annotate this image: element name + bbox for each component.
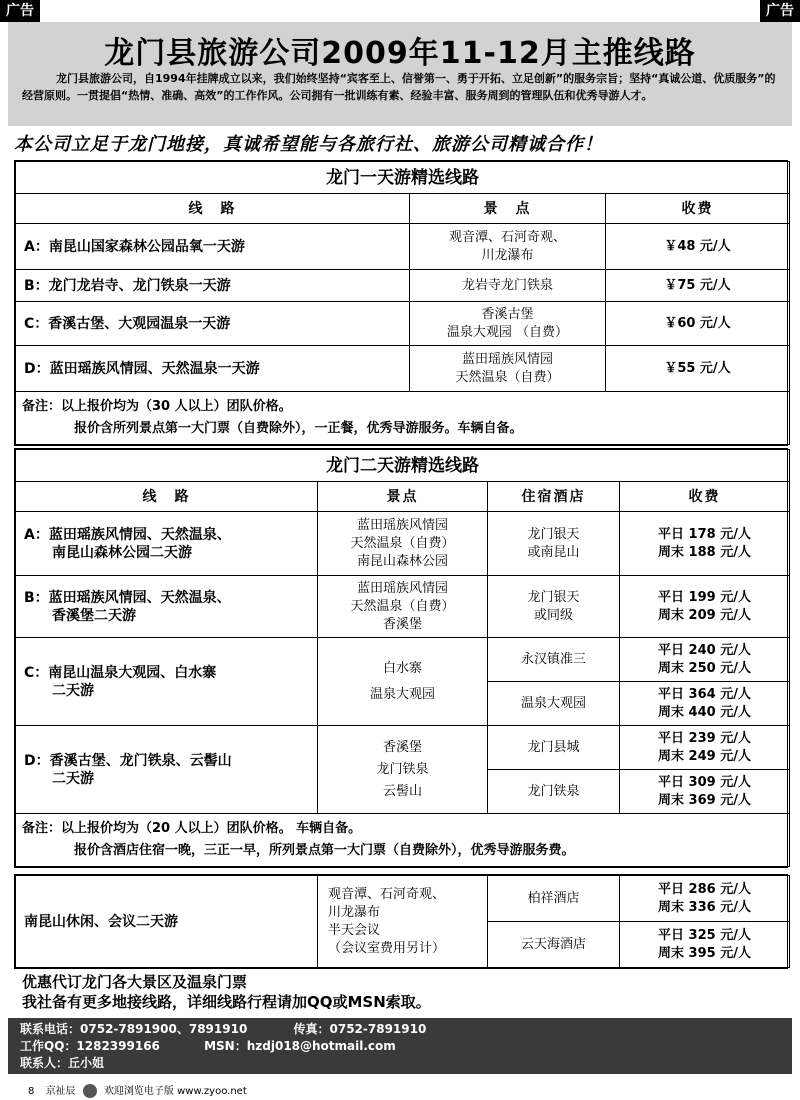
- table-row: [16, 346, 790, 392]
- fax-number: 0752-7891910: [329, 1022, 427, 1036]
- contact-person: 丘小姐: [68, 1056, 105, 1070]
- route-spots: 观音潭、石河奇观、 川龙瀑布: [410, 224, 606, 270]
- col-header-route: 线 路: [16, 482, 318, 512]
- contact-person-label: 联系人：: [20, 1056, 69, 1070]
- route-hotel: 永汉镇准三: [488, 638, 620, 682]
- route-price: 平日 199 元/人 周末 209 元/人: [620, 576, 790, 638]
- two-day-tours-section: [14, 448, 788, 868]
- route-name: 南昆山休闲、会议二天游: [16, 876, 318, 968]
- two-day-note: [16, 814, 790, 867]
- route-price: 平日 309 元/人 周末 369 元/人: [620, 770, 790, 814]
- route-hotel: 龙门银天 或南昆山: [488, 512, 620, 576]
- col-header-spots: 景 点: [410, 194, 606, 224]
- route-price: 平日 325 元/人 周末 395 元/人: [620, 922, 790, 968]
- route-hotel: 龙门铁泉: [488, 770, 620, 814]
- route-hotel: 柏祥酒店: [488, 876, 620, 922]
- route-hotel: 温泉大观园: [488, 682, 620, 726]
- route-spots: 观音潭、石河奇观、 川龙瀑布 半天会议 （会议室费用另计）: [318, 876, 488, 968]
- note-line: 备注：以上报价均为（30 人以上）团队价格。: [22, 399, 292, 414]
- promo-block: [22, 972, 431, 1012]
- msn-label: MSN：: [204, 1039, 247, 1053]
- route-name: C：香溪古堡、大观园温泉一天游: [16, 302, 410, 346]
- table-row: [16, 876, 790, 922]
- company-intro: 龙门县旅游公司，自1994年挂牌成立以来，我们始终坚持“宾客至上、信誉第一、勇于开拓、立足创新”的服务宗旨；坚持“真诚公道、优质服务”的经营原则。一贯提倡“热情、准确、高效”的工作作风。公司拥有一批训练有素、经验丰富、服务周到的管理队伍和优秀导游人才。: [22, 72, 776, 102]
- table-row: [16, 638, 790, 682]
- route-name: A：南昆山国家森林公园品氧一天游: [16, 224, 410, 270]
- qq-label: 工作QQ：: [20, 1039, 77, 1053]
- one-day-tours-section: [14, 160, 788, 446]
- page-footer: [28, 1082, 247, 1098]
- route-price: 平日 239 元/人 周末 249 元/人: [620, 726, 790, 770]
- one-day-title: 龙门一天游精选线路: [16, 162, 790, 194]
- one-day-note: [16, 392, 790, 445]
- route-price: ￥60 元/人: [606, 302, 790, 346]
- route-price: 平日 240 元/人 周末 250 元/人: [620, 638, 790, 682]
- note-line: 备注：以上报价均为（20 人以上）团队价格。 车辆自备。: [22, 821, 362, 836]
- table-row: [16, 512, 790, 576]
- col-header-route: 线 路: [16, 194, 410, 224]
- table-row: [16, 576, 790, 638]
- route-hotel: 龙门县城: [488, 726, 620, 770]
- table-row: [16, 224, 790, 270]
- route-spots: 香溪古堡 温泉大观园 （自费）: [410, 302, 606, 346]
- route-spots: 蓝田瑶族风情园 天然温泉（自费）: [410, 346, 606, 392]
- route-name: D：蓝田瑶族风情园、天然温泉一天游: [16, 346, 410, 392]
- route-price: 平日 286 元/人 周末 336 元/人: [620, 876, 790, 922]
- brand-name: 京祉辰: [45, 1086, 76, 1097]
- cooperation-slogan: 本公司立足于龙门地接，真诚希望能与各旅行社、旅游公司精诚合作！: [14, 134, 603, 155]
- table-row: [16, 302, 790, 346]
- route-spots: 蓝田瑶族风情园 天然温泉（自费） 香溪堡: [318, 576, 488, 638]
- logo-icon: [83, 1084, 97, 1098]
- route-price: ￥55 元/人: [606, 346, 790, 392]
- route-name: D：香溪古堡、龙门铁泉、云髻山 二天游: [16, 726, 318, 814]
- route-spots: 香溪堡 龙门铁泉 云髻山: [318, 726, 488, 814]
- route-hotel: 龙门银天 或同级: [488, 576, 620, 638]
- route-spots: 白水寨 温泉大观园: [318, 638, 488, 726]
- route-name: B：龙门龙岩寺、龙门铁泉一天游: [16, 270, 410, 302]
- header-banner: [8, 22, 792, 126]
- page-title: 龙门县旅游公司2009年11-12月主推线路: [104, 36, 696, 71]
- col-header-hotel: 住宿酒店: [488, 482, 620, 512]
- note-line: 报价含酒店住宿一晚，三正一早，所列景点第一大门票（自费除外），优秀导游服务费。: [74, 843, 575, 858]
- qq-number: 1282399166: [76, 1039, 160, 1053]
- note-line: 报价含所列景点第一大门票（自费除外），一正餐，优秀导游服务。车辆自备。: [74, 421, 523, 436]
- col-header-spots: 景点: [318, 482, 488, 512]
- col-header-price: 收费: [606, 194, 790, 224]
- route-price: 平日 178 元/人 周末 188 元/人: [620, 512, 790, 576]
- footer-tagline: 欢迎浏览电子版: [103, 1086, 174, 1097]
- ad-label-right: 广告: [760, 0, 800, 22]
- table-row: [16, 270, 790, 302]
- route-price: 平日 364 元/人 周末 440 元/人: [620, 682, 790, 726]
- fax-label: 传真：: [293, 1022, 330, 1036]
- two-day-title: 龙门二天游精选线路: [16, 450, 790, 482]
- page-number: 8: [28, 1086, 35, 1097]
- route-name: C：南昆山温泉大观园、白水寨 二天游: [16, 638, 318, 726]
- contact-footer: [8, 1018, 792, 1074]
- footer-url[interactable]: www.zyoo.net: [177, 1086, 247, 1097]
- route-name: A：蓝田瑶族风情园、天然温泉、 南昆山森林公园二天游: [16, 512, 318, 576]
- table-row: [16, 726, 790, 770]
- route-hotel: 云天海酒店: [488, 922, 620, 968]
- route-spots: 蓝田瑶族风情园 天然温泉（自费） 南昆山森林公园: [318, 512, 488, 576]
- route-name: B：蓝田瑶族风情园、天然温泉、 香溪堡二天游: [16, 576, 318, 638]
- route-spots: 龙岩寺龙门铁泉: [410, 270, 606, 302]
- phone-label: 联系电话：: [20, 1022, 81, 1036]
- ad-label-left: 广告: [0, 0, 40, 22]
- conference-section: [14, 874, 788, 969]
- col-header-price: 收费: [620, 482, 790, 512]
- msn-address[interactable]: hzdj018@hotmail.com: [246, 1039, 396, 1053]
- promo-line: 优惠代订龙门各大景区及温泉门票: [22, 973, 248, 991]
- route-price: ￥75 元/人: [606, 270, 790, 302]
- phone-number: 0752-7891900、7891910: [80, 1022, 248, 1036]
- promo-line: 我社备有更多地接线路，详细线路行程请加QQ或MSN索取。: [22, 993, 431, 1011]
- route-price: ￥48 元/人: [606, 224, 790, 270]
